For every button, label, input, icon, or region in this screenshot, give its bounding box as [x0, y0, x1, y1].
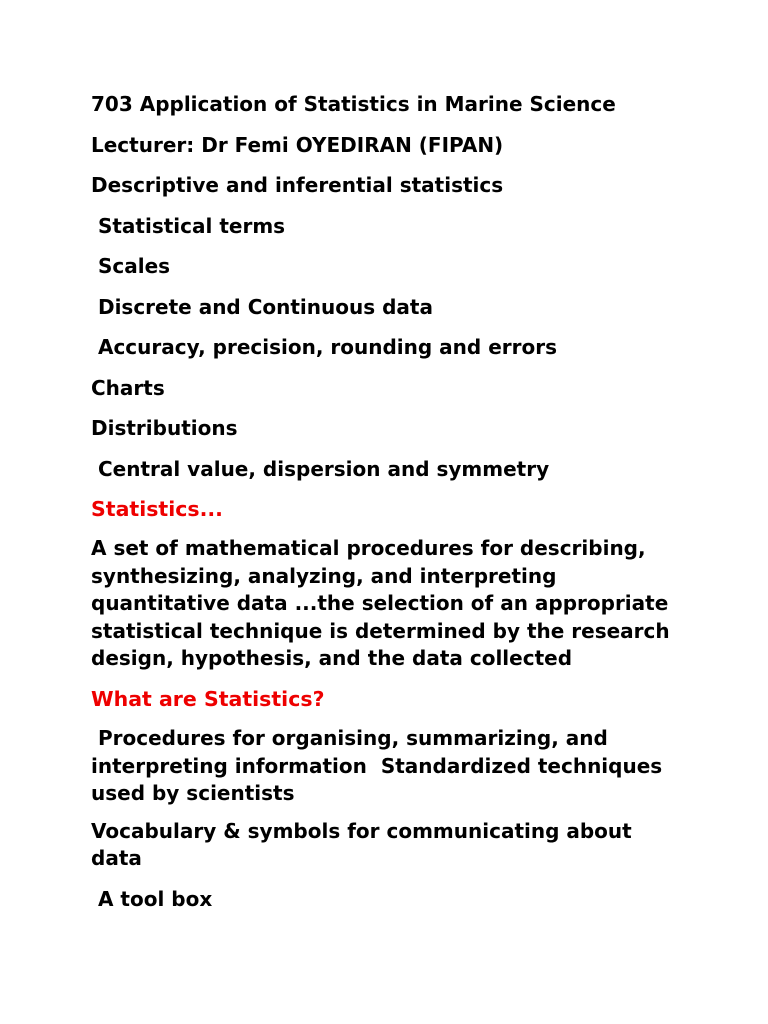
- lecturer-line: Lecturer: Dr Femi OYEDIRAN (FIPAN): [91, 132, 504, 157]
- outline-item: Central value, dispersion and symmetry: [91, 456, 550, 481]
- document-body: [91, 88, 711, 923]
- outline-item: Accuracy, precision, rounding and errors: [91, 335, 557, 359]
- section-heading-what-are-statistics: What are Statistics?: [91, 686, 325, 711]
- outline-item: Distributions: [91, 416, 238, 440]
- vocabulary-paragraph: Vocabulary & symbols for communicating about data: [91, 818, 632, 871]
- outline-item: Descriptive and inferential statistics: [91, 173, 504, 197]
- outline-item: Scales: [91, 254, 171, 278]
- outline-item: Charts: [91, 375, 165, 400]
- tool-box-line: A tool box: [91, 886, 213, 911]
- course-title: 703 Application of Statistics in Marine Science: [91, 92, 616, 116]
- procedures-paragraph: Procedures for organising, summarizing, and interpreting information Standardized techniques used by scientists: [91, 725, 663, 806]
- section-heading-statistics: Statistics...: [91, 497, 223, 521]
- outline-item: Statistical terms: [91, 213, 286, 238]
- outline-item: Discrete and Continuous data: [91, 294, 433, 319]
- statistics-definition: A set of mathematical procedures for describing, synthesizing, analyzing, and interpreting quantitative data ...the selection of an appropriate statistical technique is determined by the research design, hypothesis, and the data collected: [91, 536, 670, 671]
